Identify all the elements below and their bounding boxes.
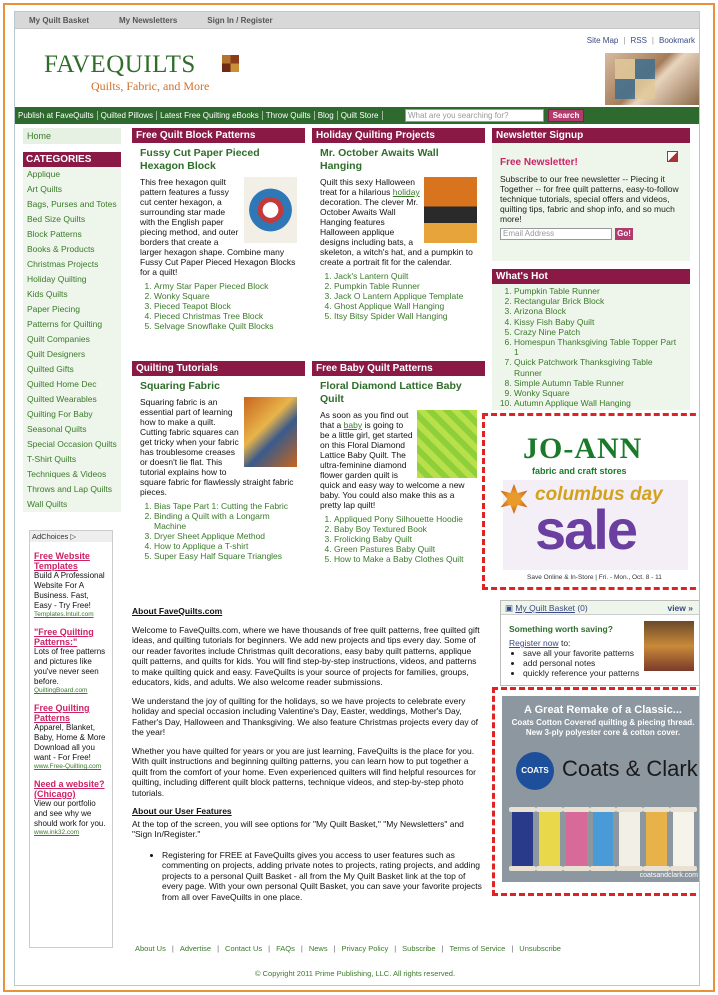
footer-link[interactable]: News: [308, 944, 328, 953]
ad-url-link[interactable]: www.ink32.com: [34, 829, 80, 836]
category-link[interactable]: T-Shirt Quilts: [27, 454, 77, 464]
about-title[interactable]: About FaveQuilts.com: [132, 606, 223, 616]
user-features-intro: At the top of the screen, you will see options for "My Quilt Basket," "My Newsletters" and "Sign In/Register.": [132, 818, 464, 839]
ad-title-link[interactable]: Free Quilting Patterns: [34, 703, 90, 723]
related-project-link[interactable]: 3. Frolicking Baby Quilt: [334, 534, 477, 544]
featured-title[interactable]: Floral Diamond Lattice Baby Quilt: [320, 380, 462, 405]
newsletter-title: Free Newsletter!: [500, 157, 578, 168]
related-project-link[interactable]: 2. Baby Boy Textured Book: [334, 524, 477, 534]
category-link[interactable]: Quilt Companies: [27, 334, 90, 344]
site-tagline: Quilts, Fabric, and More: [91, 79, 210, 93]
page-frame: [3, 3, 715, 992]
whats-hot-list: [492, 284, 690, 410]
text-ad: [30, 703, 112, 770]
coats-subheadline: Coats Cotton Covered quilting & piecing thread. New 3-ply polyester core & cotton cover.: [511, 718, 695, 737]
whats-hot-link[interactable]: 5. Crazy Nine Patch: [514, 327, 682, 337]
footer-separator: |: [441, 944, 444, 953]
text-ad: [30, 551, 112, 618]
categories-title: CATEGORIES: [23, 152, 121, 167]
ad-body: Apparel, Blanket, Baby, Home & More Download all you want - For Free!: [34, 723, 106, 762]
whats-hot-header: What's Hot: [492, 269, 690, 284]
newsletter-header: Newsletter Signup: [492, 128, 690, 143]
thread-spools: [512, 794, 694, 868]
quilt-basket-panel: [500, 600, 700, 686]
related-list: [132, 499, 305, 561]
featured-body: As soon as you find out that a baby is going to be a little girl, get started on this Floral Diamond Lattice Baby Quilt. The ultra-feminine diamond flower garden quilt is quick and easy way to welcome a new baby. You could also make this as a pretty lap quilt!: [312, 408, 485, 512]
related-project-link[interactable]: 5. Selvage Snowflake Quilt Blocks: [154, 321, 297, 331]
basket-icon: ▣: [505, 603, 514, 613]
footer-separator: |: [394, 944, 397, 953]
related-project-link[interactable]: 1. Jack's Lantern Quilt: [334, 271, 477, 281]
section-header[interactable]: Free Quilt Block Patterns: [132, 128, 305, 143]
bookmark-link[interactable]: Bookmark: [658, 36, 695, 45]
related-list: [312, 269, 485, 321]
sale-dates: Save Online & In-Store | Fri. - Mon., Oct. 8 - 11: [527, 574, 662, 581]
related-project-link[interactable]: 5. Itsy Bitsy Spider Wall Hanging: [334, 311, 477, 321]
quilt-block-icon: [222, 55, 239, 72]
thread-spool: [593, 810, 614, 868]
category-link[interactable]: Books & Products: [27, 244, 95, 254]
my-quilt-basket-link[interactable]: My Quilt Basket: [29, 15, 90, 25]
category-link[interactable]: Bags, Purses and Totes: [27, 199, 117, 209]
whats-hot-link[interactable]: 10. Autumn Applique Wall Hanging: [514, 398, 682, 408]
related-project-link[interactable]: 3. Pieced Teapot Block: [154, 301, 297, 311]
search-button[interactable]: Search: [548, 109, 584, 122]
coats-brand: Coats & Clark: [562, 756, 698, 781]
whats-hot-link[interactable]: 9. Wonky Square: [514, 388, 682, 398]
section-holiday-projects: [312, 128, 485, 321]
right-sidebar: [492, 128, 690, 410]
baby-link[interactable]: baby: [343, 420, 363, 430]
category-link[interactable]: Quilted Home Dec: [27, 379, 97, 389]
about-paragraph-1: Welcome to FaveQuilts.com, where we have thousands of free quilt patterns, free quilted gift ideas, and quilting tutorials for beginners. We add new projects and tips every day. Some of our reader favorites include Christmas quilt decorations, easy baby quilt patterns, applique quilt patterns, and quilts for kids. You will find step-by-step instructions, videos, and patterns to make quilting quick and easy. FaveQuilts is your source of projects for families, groups, educators, kids, and adults. We also welcome reader submissions.: [132, 624, 480, 687]
whats-hot-link[interactable]: 8. Simple Autumn Table Runner: [514, 378, 682, 388]
related-project-link[interactable]: 2. Wonky Square: [154, 291, 297, 301]
nav-blog[interactable]: Blog: [315, 111, 338, 120]
quilt-basket-link[interactable]: My Quilt Basket: [515, 603, 575, 613]
whats-hot-link[interactable]: 4. Kissy Fish Baby Quilt: [514, 317, 682, 327]
ad-body: View our portfolio and see why we should work for you.: [34, 799, 106, 828]
ad-title-link[interactable]: Need a website? (Chicago): [34, 779, 105, 799]
footer-link[interactable]: FAQs: [276, 944, 295, 953]
main-nav: [15, 107, 700, 124]
footer-link[interactable]: Privacy Policy: [341, 944, 389, 953]
footer-separator: |: [171, 944, 174, 953]
whats-hot-link[interactable]: 6. Homespun Thanksgiving Table Topper Part 1: [514, 337, 682, 357]
whats-hot-link[interactable]: 1. Pumpkin Table Runner: [514, 286, 682, 296]
category-link[interactable]: Wall Quilts: [27, 499, 68, 509]
view-basket-link[interactable]: view »: [667, 603, 693, 613]
holiday-link[interactable]: holiday: [392, 187, 420, 197]
newsletter-go-button[interactable]: Go!: [615, 228, 633, 240]
footer-link[interactable]: Unsubscribe: [519, 944, 561, 953]
sign-in-register-link[interactable]: Sign In / Register: [207, 15, 273, 25]
hexagon-block-image[interactable]: [244, 177, 297, 243]
related-project-link[interactable]: 4. Ghost Applique Wall Hanging: [334, 301, 477, 311]
text-ad: [30, 779, 112, 836]
user-features-title[interactable]: About our User Features: [132, 806, 232, 816]
whats-hot-link[interactable]: 3. Arizona Block: [514, 306, 682, 316]
category-link[interactable]: Christmas Projects: [27, 259, 99, 269]
category-link[interactable]: Quilted Gifts: [27, 364, 74, 374]
coats-ad-banner: [502, 696, 700, 882]
footer-link[interactable]: About Us: [135, 944, 166, 953]
footer-link[interactable]: Terms of Service: [449, 944, 506, 953]
related-list: [132, 279, 305, 331]
footer-link[interactable]: Contact Us: [225, 944, 263, 953]
page: [14, 11, 700, 986]
related-list: [312, 512, 485, 564]
category-link[interactable]: Paper Piecing: [27, 304, 80, 314]
basket-photo: [644, 621, 694, 671]
footer-link[interactable]: Advertise: [179, 944, 212, 953]
text-ad: [30, 627, 112, 694]
basket-benefit: • quickly reference your patterns: [523, 668, 691, 678]
site-logo[interactable]: FAVEQUILTS: [44, 51, 196, 78]
footer-separator: |: [300, 944, 303, 953]
featured-title[interactable]: Mr. October Awaits Wall Hanging: [320, 147, 439, 172]
basket-benefit: • add personal notes: [523, 658, 691, 668]
nav-throw-quilts[interactable]: Throw Quilts: [263, 111, 315, 120]
featured-body: This free hexagon quilt pattern features a fussy cut center hexagon, a surrounding star made with the English paper piecing method, and outer borders that create a larger hexagon shape. Combine many Fussy Cut Paper Pieced Hexagon Blocks for a quilt!: [140, 177, 296, 277]
site-header: [15, 29, 699, 105]
related-project-link[interactable]: 3. Dryer Sheet Applique Method: [154, 531, 297, 541]
coats-clark-ad[interactable]: [492, 687, 700, 896]
about-section: [132, 606, 482, 902]
nav-publish[interactable]: Publish at FaveQuilts: [15, 111, 98, 120]
footer-separator: |: [217, 944, 220, 953]
featured-title[interactable]: Squaring Fabric: [140, 380, 220, 392]
thread-spool: [566, 810, 587, 868]
sidebar-home-link[interactable]: Home: [23, 128, 121, 144]
footer-separator: |: [268, 944, 271, 953]
section-block-patterns: [132, 128, 305, 331]
thread-spool: [539, 810, 560, 868]
thread-spool: [646, 810, 667, 868]
coats-headline: A Great Remake of a Classic...: [524, 704, 682, 716]
section-header[interactable]: Free Baby Quilt Patterns: [312, 361, 485, 376]
related-project-link[interactable]: 4. How to Applique a T-shirt: [154, 541, 297, 551]
coats-logo: COATS: [516, 752, 554, 790]
basket-benefit: • save all your favorite patterns: [523, 648, 691, 658]
related-project-link[interactable]: 1. Bias Tape Part 1: Cutting the Fabric: [154, 501, 297, 511]
related-project-link[interactable]: 5. Super Easy Half Square Triangles: [154, 551, 297, 561]
copyright: © Copyright 2011 Prime Publishing, LLC. All rights reserved.: [255, 969, 456, 978]
section-header[interactable]: Quilting Tutorials: [132, 361, 305, 376]
related-project-link[interactable]: 2. Binding a Quilt with a Longarm Machine: [154, 511, 297, 531]
category-link[interactable]: Seasonal Quilts: [27, 424, 87, 434]
thread-spool: [673, 810, 694, 868]
utility-links: Site Map | RSS | Bookmark: [586, 36, 695, 45]
featured-body: Quilt this sexy Halloween treat for a hilarious holiday decoration. The clever Mr. October Awaits Wall Hanging features Halloween applique designs including bats, a skeleton, a witch's hat, and a pumpkin to create a portrait fit for the calendar.: [312, 175, 485, 269]
ad-url-link[interactable]: www.Free-Quilting.com: [34, 763, 102, 770]
related-project-link[interactable]: 1. Army Star Paper Pieced Block: [154, 281, 297, 291]
ad-body: Build A Professional Website For A Business. Fast, Easy - Try Free!: [34, 571, 105, 610]
category-link[interactable]: Quilt Designers: [27, 349, 86, 359]
email-field[interactable]: Email Address: [500, 228, 612, 240]
related-project-link[interactable]: 4. Pieced Christmas Tree Block: [154, 311, 297, 321]
site-map-link[interactable]: Site Map: [586, 36, 619, 45]
user-features-item: • Registering for FREE at FaveQuilts gives you access to user features such as commenting on projects, adding private notes to projects, rating projects, and adding projects to a personal Quilt Basket - all from the My Quilt Basket link at the top of every page. With your own personal Quilt Basket, you can save your favorite projects from all over FaveQuilts in one place.: [162, 850, 482, 903]
floral-lattice-quilt-image[interactable]: [417, 410, 477, 478]
halloween-wall-hanging-image[interactable]: [424, 177, 477, 243]
category-link[interactable]: Holiday Quilting: [27, 274, 87, 284]
section-baby-quilts: [312, 361, 485, 564]
register-now-link[interactable]: Register now: [509, 638, 559, 648]
whats-hot-link[interactable]: 7. Quick Patchwork Thanksgiving Table Runner: [514, 357, 682, 377]
newsletter-panel: [492, 143, 690, 261]
category-link[interactable]: Block Patterns: [27, 229, 82, 239]
category-link[interactable]: Throws and Lap Quilts: [27, 484, 113, 494]
columbus-day-text: columbus day: [535, 484, 663, 505]
categories-list: [23, 167, 121, 512]
basket-count: (0): [577, 603, 588, 613]
ad-title-link[interactable]: Free Website Templates: [34, 551, 90, 571]
category-link[interactable]: Patterns for Quilting: [27, 319, 103, 329]
newsletter-preview-icon[interactable]: [667, 151, 678, 162]
ad-title-link[interactable]: "Free Quilting Patterns:": [34, 627, 94, 647]
adchoices-label[interactable]: AdChoices ▷: [30, 531, 112, 542]
footer-separator: |: [511, 944, 514, 953]
related-project-link[interactable]: 4. Green Pastures Baby Quilt: [334, 544, 477, 554]
ad-url-link[interactable]: Templates.Intuit.com: [34, 611, 94, 618]
section-header[interactable]: Holiday Quilting Projects: [312, 128, 485, 143]
nav-quilt-store[interactable]: Quilt Store: [338, 111, 383, 120]
user-toolbar: [15, 12, 699, 29]
featured-title[interactable]: Fussy Cut Paper Pieced Hexagon Block: [140, 147, 260, 172]
quilt-basket-header: [501, 601, 699, 615]
category-link[interactable]: Techniques & Videos: [27, 469, 107, 479]
ad-url-link[interactable]: QuiltingBoard.com: [34, 687, 88, 694]
about-paragraph-3: Whether you have quilted for years or you are just learning, FaveQuilts is the place for you. With quilt instructions and beginning quilting patterns, you can learn how to put together a quilt from the comfort of your home. Even experienced quilters will find helpful resources for quilting, including different quilt block patterns, technique videos, and step-by-step photo tutorials.: [132, 745, 476, 798]
footer-link[interactable]: Subscribe: [402, 944, 436, 953]
joann-ad[interactable]: [482, 413, 700, 590]
header-quilting-photo: [605, 53, 699, 105]
text-ads-panel: [29, 530, 113, 948]
squaring-fabric-image[interactable]: [244, 397, 297, 467]
featured-body: Squaring fabric is an essential part of learning how to make a quilt. Cutting fabric squares can get tricky when your fabric has troublesome creases or doesn't lie flat. This tutorial explains how to square fabric for flawlessly straight fabric pieces.: [132, 395, 305, 499]
sale-text: sale: [535, 498, 636, 561]
joann-tagline: fabric and craft stores: [532, 466, 627, 476]
related-project-link[interactable]: 1. Appliqued Pony Silhouette Hoodie: [334, 514, 477, 524]
about-paragraph-2: We understand the joy of quilting for the holidays, so we have projects to celebrate every holiday and special occasion including Valentine's Day, Easter, weddings, Mother's Day, Father's Day, Halloween and Thanksgiving. We also feature Christmas projects every day of the year!: [132, 695, 479, 737]
category-link[interactable]: Special Occasion Quilts: [27, 439, 117, 449]
rss-link[interactable]: RSS: [630, 36, 647, 45]
category-link[interactable]: Kids Quilts: [27, 289, 68, 299]
category-link[interactable]: Bed Size Quilts: [27, 214, 86, 224]
whats-hot-link[interactable]: 2. Rectangular Brick Block: [514, 296, 682, 306]
nav-quilted-pillows[interactable]: Quilted Pillows: [98, 111, 157, 120]
footer-links: [135, 944, 585, 953]
thread-spool: [512, 810, 533, 868]
coats-url: coatsandclark.com: [639, 872, 698, 879]
category-link[interactable]: Applique: [27, 169, 61, 179]
related-project-link[interactable]: 3. Jack O Lantern Applique Template: [334, 291, 477, 301]
ad-body: Lots of free patterns and pictures like you've never seen before.: [34, 647, 106, 686]
related-project-link[interactable]: 2. Pumpkin Table Runner: [334, 281, 477, 291]
basket-question: Something worth saving?: [509, 624, 613, 634]
category-link[interactable]: Quilted Wearables: [27, 394, 97, 404]
left-sidebar: [23, 128, 121, 512]
section-quilting-tutorials: [132, 361, 305, 561]
thread-spool: [619, 810, 640, 868]
search-input[interactable]: What are you searching for?: [405, 109, 544, 122]
category-link[interactable]: Quilting For Baby: [27, 409, 93, 419]
my-newsletters-link[interactable]: My Newsletters: [119, 15, 178, 25]
related-project-link[interactable]: 5. How to Make a Baby Clothes Quilt: [334, 554, 477, 564]
joann-logo: JO-ANN: [523, 432, 643, 465]
newsletter-description: Subscribe to our free newsletter -- Piecing it Together -- for free quilt patterns, easy-to-follow technique tutorials, special offers and videos, quilting tips, fabric and shop info, and so much more!: [500, 174, 679, 224]
nav-ebooks[interactable]: Latest Free Quilting eBooks: [157, 111, 263, 120]
basket-body: Register now to: • save all your favorite patterns • add personal notes • quickly reference your patterns: [501, 636, 699, 680]
category-link[interactable]: Art Quilts: [27, 184, 62, 194]
footer-separator: |: [333, 944, 336, 953]
